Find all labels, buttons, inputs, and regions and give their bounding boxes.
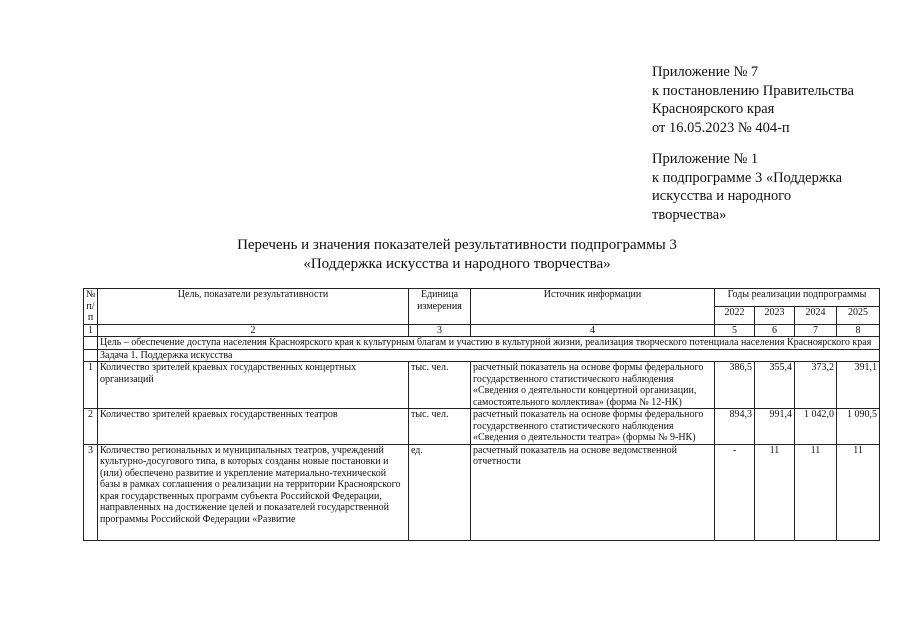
header-year-2022: 2022 (715, 306, 755, 324)
value-2025: 391,1 (837, 362, 880, 409)
title-line-2: «Поддержка искусства и народного творчества» (303, 256, 611, 272)
value-2023: 355,4 (755, 362, 795, 409)
indicator-name: Количество зрителей краевых государственных концертных организаций (98, 362, 409, 409)
appendix-line: от 16.05.2023 № 404-п (652, 119, 790, 136)
indicator-source: расчетный показатель на основе ведомственной отчетности (471, 444, 715, 540)
row-num: 3 (84, 444, 98, 540)
header-year-2025: 2025 (837, 306, 880, 324)
value-2024: 1 042,0 (795, 409, 837, 445)
header-num-text-2: п/п (86, 300, 95, 323)
header-unit (409, 289, 471, 325)
value-2024: 11 (795, 444, 837, 540)
appendix-line: творчества» (652, 206, 727, 223)
table-row (84, 362, 880, 409)
value-2024: 373,2 (795, 362, 837, 409)
colnum: 6 (755, 324, 795, 337)
indicators-table (83, 288, 880, 541)
header-num (84, 289, 98, 325)
table-row (84, 409, 880, 445)
value-2023: 991,4 (755, 409, 795, 445)
goal-row (84, 337, 880, 350)
indicator-source: расчетный показатель на основе формы федерального государственного статистического наблюдения «Сведения о деятельности театра» (формы № 9-НК) (471, 409, 715, 445)
appendix-line: к постановлению Правительства (652, 82, 854, 99)
value-2022: 894,3 (715, 409, 755, 445)
indicator-unit: тыс. чел. (409, 409, 471, 445)
task-text: Задача 1. Поддержка искусства (98, 349, 880, 362)
indicator-name: Количество зрителей краевых государственных театров (98, 409, 409, 445)
row-num: 2 (84, 409, 98, 445)
task-row-num (84, 349, 98, 362)
colnum: 2 (98, 324, 409, 337)
indicator-source: расчетный показатель на основе формы федерального государственного статистического наблюдения «Сведения о деятельности концертной организации, самостоятельного коллектива» (форма № 12-НК) (471, 362, 715, 409)
header-unit-text: Единица (420, 289, 459, 300)
colnum: 7 (795, 324, 837, 337)
header-year-2023: 2023 (755, 306, 795, 324)
appendix-line: Приложение № 1 (652, 151, 759, 167)
title-line-1: Перечень и значения показателей результативности подпрограммы 3 (237, 237, 677, 253)
document-title (0, 236, 914, 274)
table-row (84, 444, 880, 540)
goal-text: Цель – обеспечение доступа населения Красноярского края к культурным благам и участию в культурной жизни, реализация творческого потенциала населения Красноярского края (98, 337, 880, 350)
header-unit-text-2: измерения (417, 300, 462, 312)
value-2025: 1 090,5 (837, 409, 880, 445)
header-source: Источник информации (471, 289, 715, 325)
appendix-1-block (652, 150, 842, 224)
colnum: 3 (409, 324, 471, 337)
task-row (84, 349, 880, 362)
value-2023: 11 (755, 444, 795, 540)
colnum: 8 (837, 324, 880, 337)
header-years: Годы реализации подпрограммы (715, 289, 880, 307)
goal-row-num (84, 337, 98, 350)
appendix-line: Красноярского края (652, 101, 775, 117)
value-2025: 11 (837, 444, 880, 540)
header-row (84, 289, 880, 307)
column-numbers-row (84, 324, 880, 337)
colnum: 5 (715, 324, 755, 337)
header-num-text: № (86, 289, 96, 300)
appendix-line: искусства и народного (652, 188, 792, 204)
row-num: 1 (84, 362, 98, 409)
appendix-line: Приложение № 7 (652, 64, 759, 80)
indicator-name: Количество региональных и муниципальных театров, учреждений культурно-досугового типа, в которых созданы новые постановки и (или) обеспечено развитие и укрепление материально-технической базы в рамках соглашения о реализации на территории Красноярского края государственных программ субъекта Российской Федерации, направленных на достижение целей и показателей государственной программы Российской Федерации «Развитие (98, 444, 409, 540)
value-2022: 386,5 (715, 362, 755, 409)
indicator-unit: ед. (409, 444, 471, 540)
value-2022: - (715, 444, 755, 540)
appendix-7-block (652, 63, 854, 137)
indicator-unit: тыс. чел. (409, 362, 471, 409)
header-goal: Цель, показатели результативности (98, 289, 409, 325)
header-year-2024: 2024 (795, 306, 837, 324)
colnum: 4 (471, 324, 715, 337)
appendix-line: к подпрограмме 3 «Поддержка (652, 169, 843, 186)
colnum: 1 (84, 324, 98, 337)
